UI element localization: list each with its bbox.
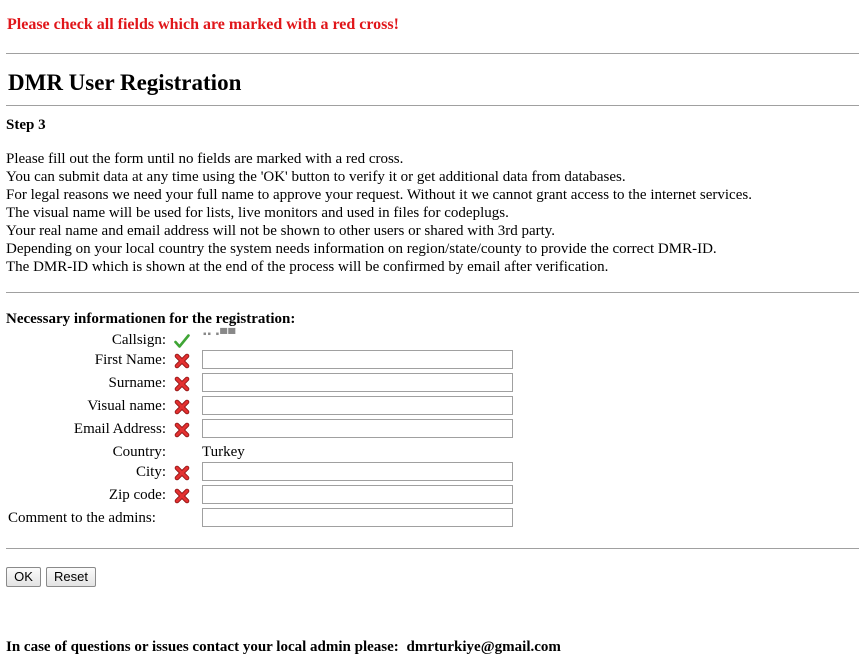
green-check-icon xyxy=(174,333,190,349)
red-cross-icon xyxy=(174,422,190,438)
form-row-country xyxy=(0,442,600,464)
red-cross-icon xyxy=(174,353,190,369)
callsign-label: Callsign: xyxy=(111,332,166,348)
instruction-line: The DMR-ID which is shown at the end of the process will be confirmed by email after verification. xyxy=(6,259,609,275)
divider xyxy=(6,548,859,549)
contact-footer xyxy=(6,639,561,656)
email-input[interactable] xyxy=(202,419,513,438)
ok-button[interactable]: OK xyxy=(6,567,41,587)
red-cross-icon xyxy=(174,488,190,504)
comment-label: Comment to the admins: xyxy=(8,510,156,526)
instruction-line: You can submit data at any time using the 'OK' button to verify it or get additional data from databases. xyxy=(6,169,626,185)
city-label: City: xyxy=(135,464,166,480)
first-name-label: First Name: xyxy=(94,352,166,368)
contact-text: In case of questions or issues contact your local admin please: xyxy=(6,639,399,655)
zip-code-label: Zip code: xyxy=(108,487,166,503)
instruction-line: Depending on your local country the system needs information on region/state/county to provide the correct DMR-ID. xyxy=(6,241,717,257)
form-row-email xyxy=(0,419,600,441)
form-row-surname xyxy=(0,373,600,395)
red-cross-icon xyxy=(174,465,190,481)
step-indicator: Step 3 xyxy=(6,117,46,133)
form-row-callsign xyxy=(0,330,600,352)
contact-email: dmrturkiye@gmail.com xyxy=(406,639,561,655)
instructions xyxy=(6,150,856,276)
country-label: Country: xyxy=(112,444,166,460)
red-cross-icon xyxy=(174,399,190,415)
instruction-line: For legal reasons we need your full name to approve your request. Without it we cannot grant access to the internet services. xyxy=(6,187,752,203)
instruction-line: The visual name will be used for lists, live monitors and used in files for codeplugs. xyxy=(6,205,509,221)
email-label: Email Address: xyxy=(73,421,166,437)
comment-input[interactable] xyxy=(202,508,513,527)
country-value: Turkey xyxy=(202,444,245,460)
form-row-city xyxy=(0,462,600,484)
visual-name-label: Visual name: xyxy=(87,398,166,414)
surname-input[interactable] xyxy=(202,373,513,392)
first-name-input[interactable] xyxy=(202,350,513,369)
page-title: DMR User Registration xyxy=(8,70,242,95)
visual-name-input[interactable] xyxy=(202,396,513,415)
city-input[interactable] xyxy=(202,462,513,481)
form-row-comment xyxy=(0,508,600,530)
form-row-visual-name xyxy=(0,396,600,418)
section-title: Necessary informationen for the registration: xyxy=(6,311,296,327)
form-row-first-name xyxy=(0,350,600,372)
instruction-line: Please fill out the form until no fields are marked with a red cross. xyxy=(6,151,404,167)
validation-warning: Please check all fields which are marked with a red cross! xyxy=(7,16,399,33)
reset-button[interactable]: Reset xyxy=(46,567,96,587)
callsign-value: ▪▪ ▪▀▀ xyxy=(203,329,237,340)
surname-label: Surname: xyxy=(108,375,166,391)
red-cross-icon xyxy=(174,376,190,392)
divider xyxy=(6,105,859,106)
instruction-line: Your real name and email address will not be shown to other users or shared with 3rd party. xyxy=(6,223,556,239)
divider xyxy=(6,292,859,293)
zip-code-input[interactable] xyxy=(202,485,513,504)
divider xyxy=(6,53,859,54)
form-row-zip xyxy=(0,485,600,507)
